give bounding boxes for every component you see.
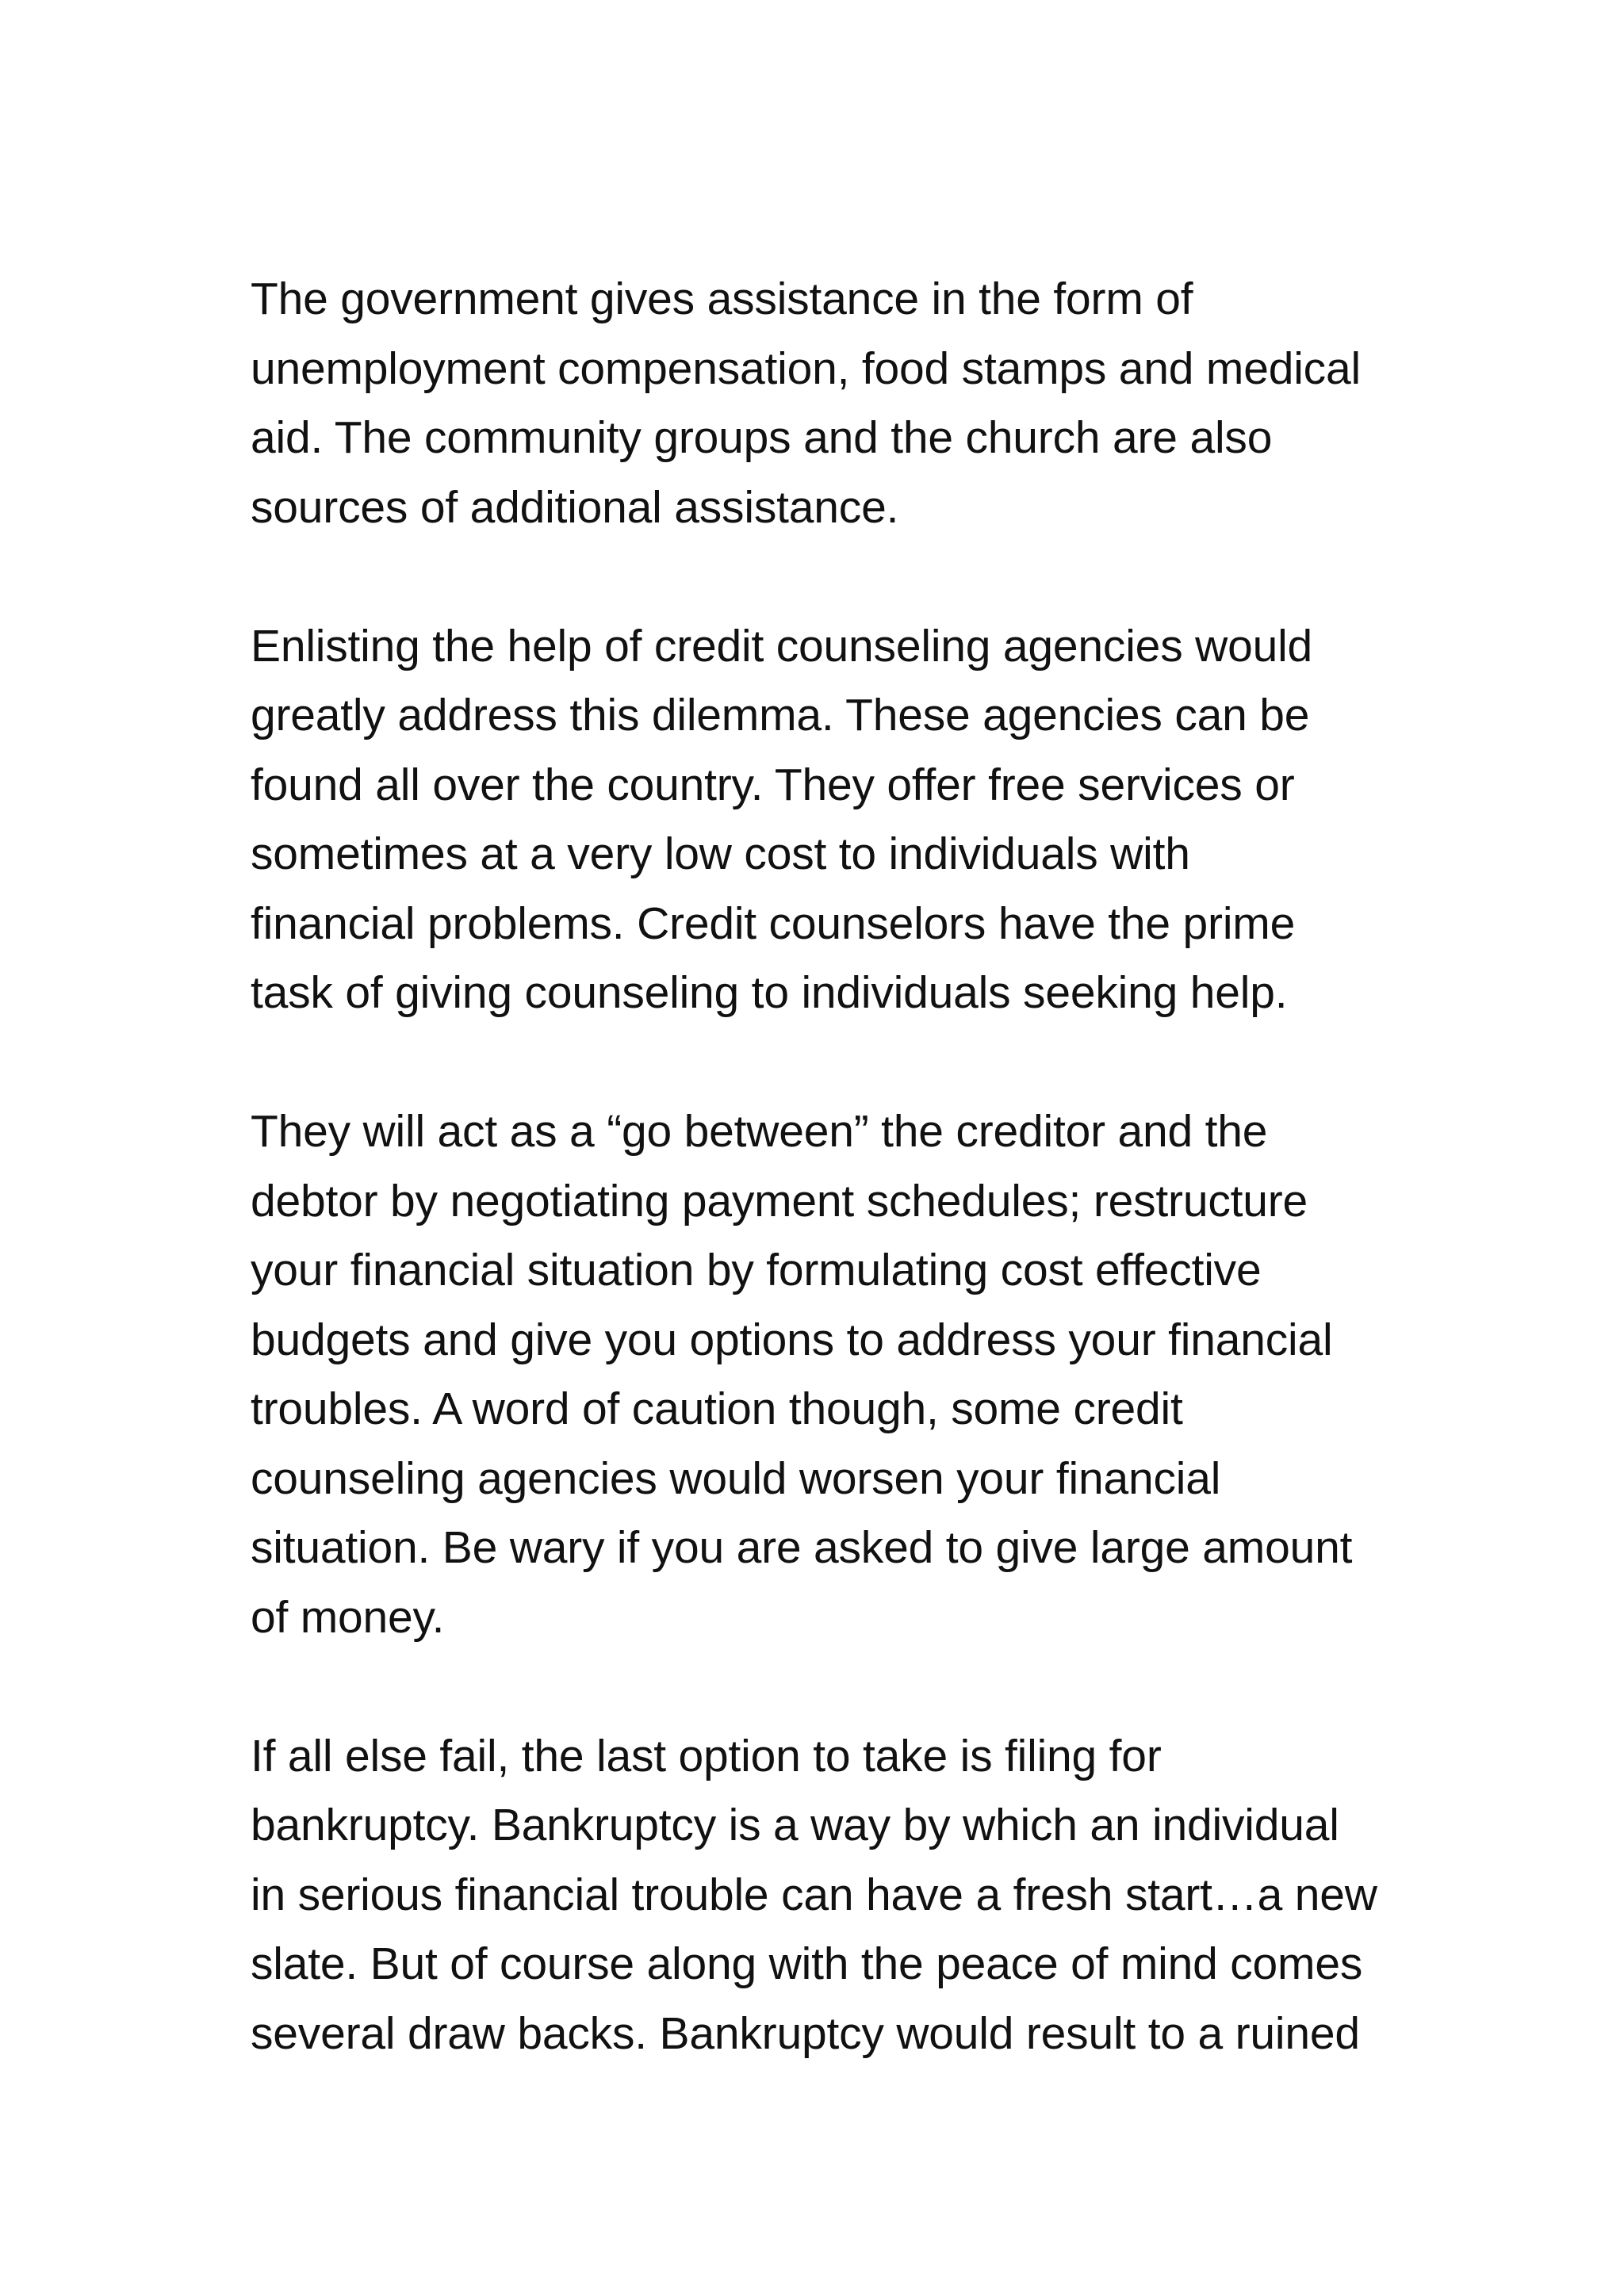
text-line: troubles. A word of caution though, some credit	[251, 1383, 1183, 1434]
text-line: bankruptcy. Bankruptcy is a way by which an individual	[251, 1800, 1339, 1850]
document-text	[251, 265, 1392, 2138]
text-line: Enlisting the help of credit counseling agencies would	[251, 620, 1313, 672]
text-line: counseling agencies would worsen your financial	[251, 1452, 1221, 1504]
text-line: The government gives assistance in the form of	[251, 274, 1193, 324]
text-line: unemployment compensation, food stamps and medical	[251, 342, 1361, 394]
paragraph-credit-counseling	[251, 612, 1392, 1028]
paragraph-go-between	[251, 1097, 1392, 1652]
text-line: task of giving counseling to individuals seeking help.	[251, 967, 1288, 1018]
text-line: situation. Be wary if you are asked to give large amount	[251, 1522, 1353, 1573]
text-line: your financial situation by formulating cost effective	[251, 1245, 1262, 1295]
text-line: They will act as a “go between” the creditor and the	[251, 1106, 1268, 1157]
text-line: of money.	[251, 1591, 445, 1643]
text-line: several draw backs. Bankruptcy would result to a ruined	[251, 2007, 1360, 2059]
paragraph-bankruptcy	[251, 1722, 1392, 2069]
text-line: found all over the country. They offer free services or	[251, 759, 1295, 810]
text-line: greatly address this dilemma. These agencies can be	[251, 690, 1310, 740]
paragraph-government-assistance	[251, 265, 1392, 542]
text-line: debtor by negotiating payment schedules; restructure	[251, 1175, 1308, 1226]
text-line: sources of additional assistance.	[251, 481, 899, 533]
text-line: in serious financial trouble can have a fresh start…a new	[251, 1869, 1377, 1920]
text-line: budgets and give you options to address your financial	[251, 1314, 1333, 1365]
text-line: financial problems. Credit counselors have the prime	[251, 897, 1296, 949]
text-line: aid. The community groups and the church are also	[251, 412, 1273, 463]
text-line: slate. But of course along with the peace of mind comes	[251, 1938, 1363, 1989]
text-line: If all else fail, the last option to take is filing for	[251, 1730, 1162, 1781]
text-line: sometimes at a very low cost to individuals with	[251, 828, 1190, 879]
